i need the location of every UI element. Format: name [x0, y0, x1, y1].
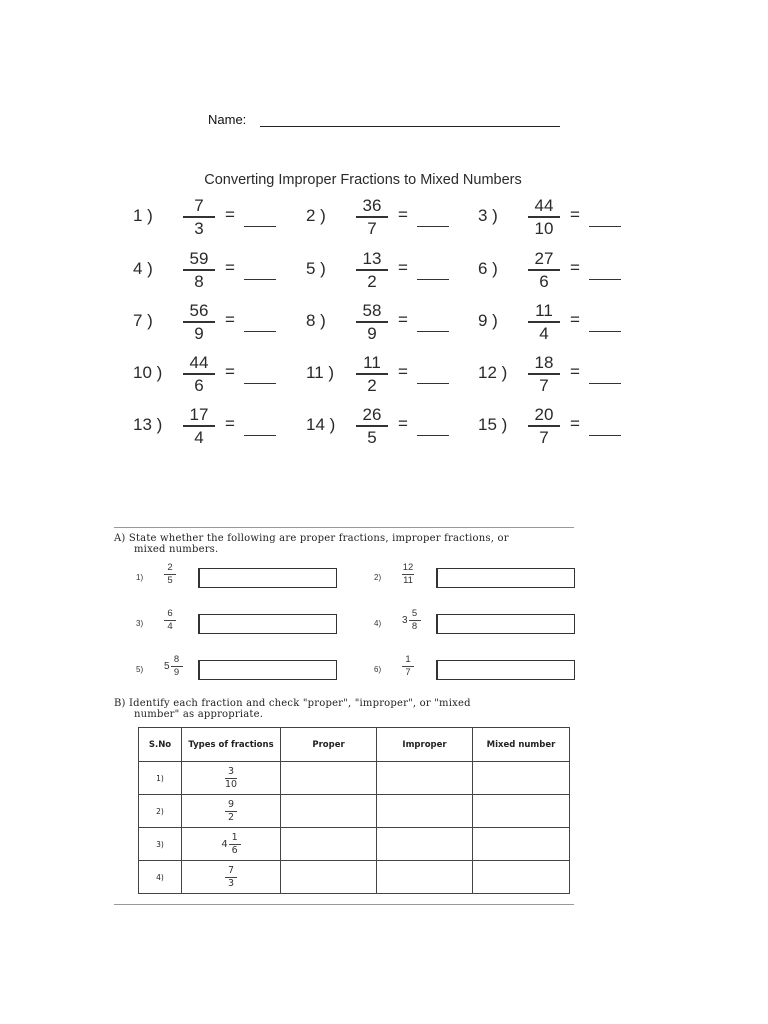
problem-number: 14 )	[306, 415, 336, 434]
fraction	[224, 765, 238, 790]
row-sno: 3)	[139, 828, 182, 861]
numerator: 1	[231, 831, 238, 843]
answer-blank[interactable]	[417, 331, 449, 332]
name-label: Name:	[208, 112, 247, 127]
fraction	[402, 654, 414, 678]
denominator: 7	[539, 428, 549, 447]
denominator: 2	[367, 376, 377, 395]
numerator: 44	[534, 196, 554, 215]
fraction	[354, 249, 390, 291]
problem-number: 7 )	[133, 311, 153, 330]
check-proper-cell[interactable]	[281, 828, 377, 861]
item-number: 1)	[136, 573, 144, 582]
denominator: 4	[167, 621, 173, 632]
fraction-part	[225, 767, 237, 790]
fraction-bar	[183, 373, 215, 375]
answer-box[interactable]	[436, 568, 575, 588]
numerator: 17	[189, 405, 209, 424]
section-a-title-line1: A) State whether the following are proper fractions, improper fractions, or	[114, 533, 509, 544]
divider-bottom	[114, 904, 574, 905]
check-proper-cell[interactable]	[281, 762, 377, 795]
denominator: 6	[539, 272, 549, 291]
problem-item	[133, 353, 333, 405]
fraction	[181, 405, 217, 447]
fraction-part	[164, 609, 176, 632]
table-row	[139, 861, 570, 894]
answer-box[interactable]	[436, 614, 575, 634]
problem-item	[478, 353, 678, 405]
fraction	[402, 562, 414, 586]
denominator: 6	[194, 376, 204, 395]
classify-item	[374, 655, 574, 691]
numerator: 58	[362, 301, 382, 320]
fraction-bar	[183, 216, 215, 218]
fraction	[221, 831, 240, 856]
numerator: 18	[534, 353, 554, 372]
answer-blank[interactable]	[417, 383, 449, 384]
numerator: 20	[534, 405, 554, 424]
classify-item	[374, 563, 574, 599]
problem-item	[133, 405, 336, 457]
numerator: 11	[363, 353, 381, 372]
answer-blank[interactable]	[589, 279, 621, 280]
section-a-title-line2: mixed numbers.	[134, 544, 219, 555]
row-fraction	[182, 861, 281, 894]
denominator: 6	[231, 844, 238, 856]
check-improper-cell[interactable]	[377, 828, 473, 861]
equals-sign: =	[398, 258, 408, 277]
numerator: 7	[194, 196, 204, 215]
fraction	[225, 864, 237, 889]
numerator: 56	[189, 301, 209, 320]
fraction	[181, 353, 217, 395]
fraction	[164, 562, 176, 586]
table-row	[139, 828, 570, 861]
denominator: 10	[224, 778, 238, 790]
numerator: 13	[362, 249, 382, 268]
fraction	[526, 353, 562, 395]
denominator: 7	[539, 376, 549, 395]
fraction-part	[409, 609, 421, 632]
fraction	[181, 249, 217, 291]
numerator: 12	[402, 562, 414, 573]
whole-number: 5	[164, 661, 170, 672]
equals-sign: =	[570, 362, 580, 381]
fraction	[526, 196, 562, 238]
fraction-bar	[528, 373, 560, 375]
equals-sign: =	[570, 414, 580, 433]
name-input-line[interactable]	[260, 126, 560, 127]
problem-number: 13 )	[133, 415, 163, 434]
numerator: 8	[173, 654, 180, 665]
fraction-bar	[183, 321, 215, 323]
fraction	[402, 608, 421, 632]
check-proper-cell[interactable]	[281, 795, 377, 828]
fraction-type-table	[138, 727, 570, 894]
answer-blank[interactable]	[589, 331, 621, 332]
section-b-title-line1: B) Identify each fraction and check "proper", "improper", or "mixed	[114, 698, 471, 709]
worksheet-title: Converting Improper Fractions to Mixed Numbers	[204, 172, 522, 188]
check-mixed-cell[interactable]	[473, 828, 570, 861]
fraction-part	[225, 866, 237, 889]
fraction-bar	[356, 269, 388, 271]
numerator: 5	[411, 608, 418, 619]
numerator: 11	[535, 301, 553, 320]
fraction-holder	[402, 563, 414, 586]
numerator: 6	[167, 608, 173, 619]
denominator: 2	[367, 272, 377, 291]
fraction	[181, 196, 217, 238]
denominator: 9	[367, 324, 377, 343]
item-number: 3)	[136, 619, 144, 628]
equals-sign: =	[225, 258, 235, 277]
equals-sign: =	[225, 414, 235, 433]
fraction	[526, 405, 562, 447]
numerator: 26	[362, 405, 382, 424]
fraction	[164, 654, 183, 678]
denominator: 10	[534, 219, 554, 238]
classify-item	[136, 563, 336, 599]
fraction	[526, 249, 562, 291]
table-header-row	[139, 728, 570, 762]
denominator: 5	[367, 428, 377, 447]
answer-blank[interactable]	[589, 226, 621, 227]
problem-item	[478, 301, 678, 353]
header-proper: Proper	[281, 728, 377, 762]
problem-item	[306, 249, 506, 301]
answer-blank[interactable]	[244, 226, 276, 227]
fraction-bar	[528, 321, 560, 323]
problem-number: 1 )	[133, 206, 153, 225]
problem-item	[306, 301, 506, 353]
denominator: 3	[194, 219, 204, 238]
answer-blank[interactable]	[244, 331, 276, 332]
numerator: 3	[227, 765, 235, 777]
item-number: 2)	[374, 573, 382, 582]
fraction	[354, 353, 390, 395]
denominator: 4	[194, 428, 204, 447]
equals-sign: =	[225, 205, 235, 224]
problem-item	[133, 301, 333, 353]
check-proper-cell[interactable]	[281, 861, 377, 894]
fraction-bar	[356, 373, 388, 375]
equals-sign: =	[398, 310, 408, 329]
denominator: 7	[405, 667, 411, 678]
equals-sign: =	[570, 310, 580, 329]
numerator: 7	[227, 864, 235, 876]
answer-box[interactable]	[198, 568, 337, 588]
classify-item	[136, 609, 336, 645]
answer-blank[interactable]	[417, 279, 449, 280]
fraction	[526, 301, 562, 343]
fraction-holder	[402, 655, 414, 678]
problem-item	[133, 249, 333, 301]
equals-sign: =	[225, 362, 235, 381]
divider-top	[114, 527, 574, 528]
fraction-bar	[356, 216, 388, 218]
fraction	[181, 301, 217, 343]
denominator: 11	[403, 575, 413, 586]
problem-number: 4 )	[133, 259, 153, 278]
numerator: 9	[227, 798, 235, 810]
fraction	[354, 405, 390, 447]
row-fraction	[182, 762, 281, 795]
equals-sign: =	[570, 205, 580, 224]
problem-number: 8 )	[306, 311, 326, 330]
fraction	[225, 798, 237, 823]
denominator: 9	[173, 667, 180, 678]
row-sno: 1)	[139, 762, 182, 795]
problem-number: 12 )	[478, 363, 508, 382]
denominator: 3	[227, 877, 235, 889]
row-sno: 4)	[139, 861, 182, 894]
problem-number: 9 )	[478, 311, 498, 330]
fraction-bar	[183, 425, 215, 427]
equals-sign: =	[398, 414, 408, 433]
fraction-part	[229, 833, 241, 856]
denominator: 9	[194, 324, 204, 343]
fraction-holder	[164, 655, 183, 678]
fraction-part	[171, 655, 183, 678]
problem-item	[306, 353, 506, 405]
answer-blank[interactable]	[417, 435, 449, 436]
fraction-bar	[356, 321, 388, 323]
numerator: 59	[189, 249, 209, 268]
check-improper-cell[interactable]	[377, 795, 473, 828]
fraction	[164, 608, 176, 632]
problem-number: 11 )	[306, 363, 335, 382]
fraction-holder	[164, 609, 176, 632]
problem-item	[306, 405, 506, 457]
answer-box[interactable]	[436, 660, 575, 680]
classify-item	[136, 655, 336, 691]
table-row	[139, 795, 570, 828]
problem-number: 2 )	[306, 206, 326, 225]
problem-item	[478, 196, 678, 248]
row-fraction	[182, 795, 281, 828]
problem-number: 15 )	[478, 415, 508, 434]
whole-number: 3	[402, 615, 408, 626]
header-mixed: Mixed number	[473, 728, 570, 762]
item-number: 6)	[374, 665, 382, 674]
fraction-part	[225, 800, 237, 823]
answer-blank[interactable]	[244, 279, 276, 280]
denominator: 2	[227, 811, 235, 823]
table-row	[139, 762, 570, 795]
fraction-bar	[528, 425, 560, 427]
equals-sign: =	[225, 310, 235, 329]
item-number: 4)	[374, 619, 382, 628]
check-mixed-cell[interactable]	[473, 861, 570, 894]
fraction-bar	[528, 269, 560, 271]
check-improper-cell[interactable]	[377, 762, 473, 795]
problem-number: 5 )	[306, 259, 326, 278]
item-number: 5)	[136, 665, 144, 674]
check-improper-cell[interactable]	[377, 861, 473, 894]
fraction-part	[402, 655, 414, 678]
fraction	[354, 301, 390, 343]
section-b-title	[114, 698, 574, 720]
problem-item	[478, 405, 678, 457]
answer-blank[interactable]	[417, 226, 449, 227]
fraction-part	[164, 563, 176, 586]
problem-item	[478, 249, 678, 301]
row-sno: 2)	[139, 795, 182, 828]
check-mixed-cell[interactable]	[473, 795, 570, 828]
fraction-bar	[528, 216, 560, 218]
equals-sign: =	[570, 258, 580, 277]
fraction-bar	[356, 425, 388, 427]
section-b-title-line2: number" as appropriate.	[134, 709, 264, 720]
numerator: 2	[167, 562, 173, 573]
fraction	[354, 196, 390, 238]
problem-number: 3 )	[478, 206, 498, 225]
numerator: 1	[405, 654, 411, 665]
problem-item	[306, 196, 506, 248]
denominator: 8	[194, 272, 204, 291]
check-mixed-cell[interactable]	[473, 762, 570, 795]
equals-sign: =	[398, 362, 408, 381]
answer-blank[interactable]	[589, 435, 621, 436]
numerator: 44	[189, 353, 209, 372]
header-sno: S.No	[139, 728, 182, 762]
equals-sign: =	[398, 205, 408, 224]
numerator: 36	[362, 196, 382, 215]
answer-blank[interactable]	[244, 383, 276, 384]
whole-number: 4	[221, 838, 228, 850]
classify-item	[374, 609, 574, 645]
denominator: 8	[411, 621, 418, 632]
fraction-holder	[402, 609, 421, 632]
fraction-bar	[183, 269, 215, 271]
fraction-part	[402, 563, 414, 586]
problem-number: 10 )	[133, 363, 163, 382]
answer-box[interactable]	[198, 660, 337, 680]
section-a-title	[114, 533, 574, 555]
problem-item	[133, 196, 333, 248]
answer-blank[interactable]	[244, 435, 276, 436]
fraction-holder	[164, 563, 176, 586]
numerator: 27	[534, 249, 554, 268]
denominator: 5	[167, 575, 173, 586]
problem-number: 6 )	[478, 259, 498, 278]
denominator: 4	[539, 324, 549, 343]
header-types: Types of fractions	[182, 728, 281, 762]
row-fraction	[182, 828, 281, 861]
header-improper: Improper	[377, 728, 473, 762]
answer-box[interactable]	[198, 614, 337, 634]
denominator: 7	[367, 219, 377, 238]
answer-blank[interactable]	[589, 383, 621, 384]
